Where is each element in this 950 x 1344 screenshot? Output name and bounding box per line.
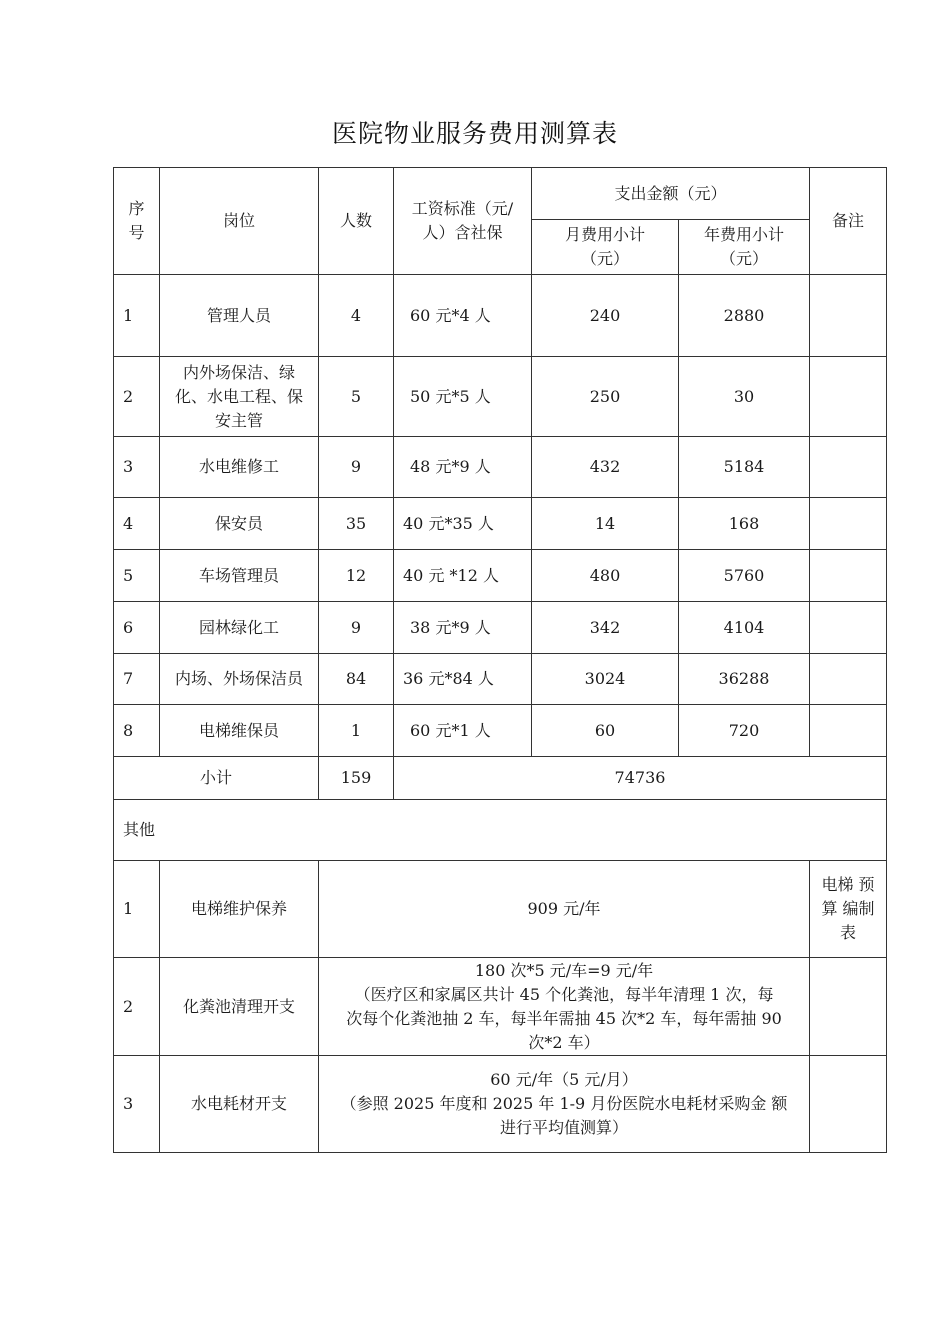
cost-table (113, 167, 887, 1153)
header-expense: 支出金额（元） (532, 168, 810, 220)
other-remark (810, 958, 887, 1056)
row-remark (810, 357, 887, 437)
row-wage: 50 元*5 人 (394, 357, 532, 437)
row-position: 电梯维保员 (160, 705, 319, 757)
row-wage: 48 元*9 人 (394, 437, 532, 498)
other-seq: 1 (114, 861, 160, 958)
row-monthly: 14 (532, 498, 679, 550)
row-seq: 5 (114, 550, 160, 602)
row-yearly: 5184 (679, 437, 810, 498)
other-seq: 2 (114, 958, 160, 1056)
row-wage: 60 元*4 人 (394, 275, 532, 357)
row-seq: 1 (114, 275, 160, 357)
header-remark: 备注 (810, 168, 887, 275)
header-position: 岗位 (160, 168, 319, 275)
row-monthly: 240 (532, 275, 679, 357)
row-position: 内外场保洁、绿 化、水电工程、保 安主管 (160, 357, 319, 437)
row-remark (810, 498, 887, 550)
row-yearly: 30 (679, 357, 810, 437)
table-row (114, 357, 887, 437)
row-remark (810, 275, 887, 357)
row-seq: 4 (114, 498, 160, 550)
row-seq: 6 (114, 602, 160, 654)
row-monthly: 342 (532, 602, 679, 654)
row-yearly: 36288 (679, 654, 810, 705)
row-position: 车场管理员 (160, 550, 319, 602)
row-seq: 7 (114, 654, 160, 705)
table-row (114, 498, 887, 550)
row-count: 35 (319, 498, 394, 550)
other-remark (810, 1056, 887, 1153)
subtotal-count: 159 (319, 757, 394, 800)
header-monthly: 月费用小计 （元） (532, 220, 679, 275)
row-wage: 38 元*9 人 (394, 602, 532, 654)
row-count: 12 (319, 550, 394, 602)
row-wage: 60 元*1 人 (394, 705, 532, 757)
row-wage: 40 元*35 人 (394, 498, 532, 550)
row-monthly: 432 (532, 437, 679, 498)
subtotal-label: 小计 (114, 757, 319, 800)
row-yearly: 4104 (679, 602, 810, 654)
table-row (114, 275, 887, 357)
other-remark: 电梯 预 算 编制 表 (810, 861, 887, 958)
row-remark (810, 602, 887, 654)
row-monthly: 60 (532, 705, 679, 757)
row-seq: 3 (114, 437, 160, 498)
table-row (114, 437, 887, 498)
subtotal-amount: 74736 (394, 757, 887, 800)
row-monthly: 3024 (532, 654, 679, 705)
row-yearly: 720 (679, 705, 810, 757)
row-count: 84 (319, 654, 394, 705)
row-count: 9 (319, 602, 394, 654)
row-count: 4 (319, 275, 394, 357)
row-position: 保安员 (160, 498, 319, 550)
header-wage: 工资标准（元/ 人）含社保 (394, 168, 532, 275)
row-remark (810, 437, 887, 498)
page-title: 医院物业服务费用测算表 (331, 119, 618, 148)
header-seq: 序 号 (114, 168, 160, 275)
other-item: 水电耗材开支 (160, 1056, 319, 1153)
other-section-label: 其他 (114, 800, 887, 861)
other-section-row (114, 800, 887, 861)
row-yearly: 2880 (679, 275, 810, 357)
table-row (114, 550, 887, 602)
other-row (114, 1056, 887, 1153)
row-monthly: 250 (532, 357, 679, 437)
subtotal-row (114, 757, 887, 800)
row-wage: 40 元 *12 人 (394, 550, 532, 602)
row-position: 园林绿化工 (160, 602, 319, 654)
header-count: 人数 (319, 168, 394, 275)
row-seq: 8 (114, 705, 160, 757)
other-detail: 180 次*5 元/车=9 元/年 （医疗区和家属区共计 45 个化粪池，每半年清理 1 次，每 次每个化粪池抽 2 车，每半年需抽 45 次*2 车，每年需抽 90 次*2 车） (319, 958, 810, 1056)
row-monthly: 480 (532, 550, 679, 602)
row-position: 管理人员 (160, 275, 319, 357)
other-item: 电梯维护保养 (160, 861, 319, 958)
row-remark (810, 705, 887, 757)
table-row (114, 602, 887, 654)
other-detail: 909 元/年 (319, 861, 810, 958)
header-yearly: 年费用小计 （元） (679, 220, 810, 275)
row-yearly: 5760 (679, 550, 810, 602)
row-count: 5 (319, 357, 394, 437)
other-row (114, 958, 887, 1056)
table-row (114, 654, 887, 705)
row-count: 9 (319, 437, 394, 498)
table-row (114, 705, 887, 757)
row-yearly: 168 (679, 498, 810, 550)
row-remark (810, 550, 887, 602)
row-count: 1 (319, 705, 394, 757)
row-wage: 36 元*84 人 (394, 654, 532, 705)
other-row (114, 861, 887, 958)
row-position: 内场、外场保洁员 (160, 654, 319, 705)
row-seq: 2 (114, 357, 160, 437)
other-item: 化粪池清理开支 (160, 958, 319, 1056)
other-seq: 3 (114, 1056, 160, 1153)
row-position: 水电维修工 (160, 437, 319, 498)
row-remark (810, 654, 887, 705)
other-detail: 60 元/年（5 元/月） （参照 2025 年度和 2025 年 1-9 月份医院水电耗材采购金 额 进行平均值测算） (319, 1056, 810, 1153)
